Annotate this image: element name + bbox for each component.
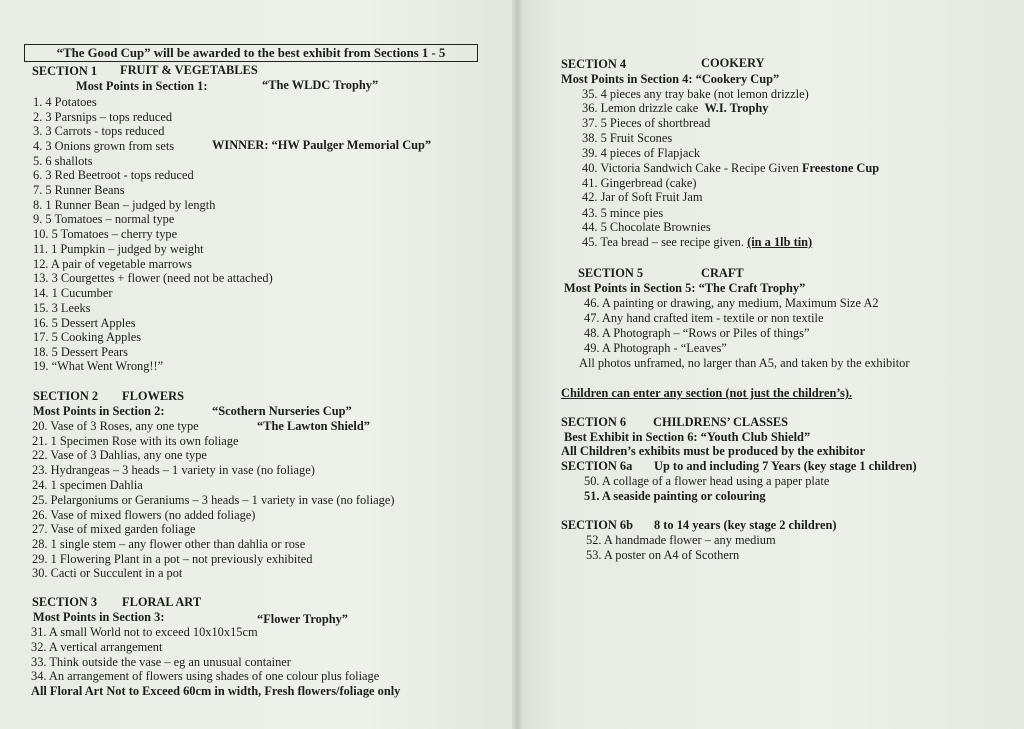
wi-trophy: W.I. Trophy: [704, 101, 769, 115]
section-5-title: SECTION 5: [578, 266, 644, 280]
list-item: 31. A small World not to exceed 10x10x15cm: [31, 625, 258, 639]
section-6-name: CHILDRENS’ CLASSES: [653, 415, 789, 429]
tin-size: (in a 1lb tin): [747, 235, 813, 249]
list-item: 36. Lemon drizzle cake W.I. Trophy: [582, 101, 769, 115]
page-fold: [512, 0, 522, 729]
list-item: 30. Cacti or Succulent in a pot: [32, 566, 183, 580]
list-item: 9. 5 Tomatoes – normal type: [33, 212, 175, 226]
list-item: 28. 1 single stem – any flower other than dahlia or rose: [32, 537, 306, 551]
section-6a-title: SECTION 6a: [561, 459, 633, 473]
list-item: 7. 5 Runner Beans: [33, 183, 125, 197]
section-2-trophy: “Scothern Nurseries Cup”: [212, 404, 352, 418]
list-item: 1. 4 Potatoes: [33, 95, 97, 109]
section-5-points: Most Points in Section 5: “The Craft Trophy”: [564, 281, 806, 295]
good-cup-box: [24, 44, 478, 62]
list-item: 44. 5 Chocolate Brownies: [582, 220, 711, 234]
list-item: 5. 6 shallots: [33, 154, 93, 168]
list-item: 11. 1 Pumpkin – judged by weight: [33, 242, 204, 256]
list-item: 29. 1 Flowering Plant in a pot – not previously exhibited: [32, 552, 313, 566]
list-item: 47. Any hand crafted item - textile or non textile: [584, 311, 824, 325]
list-item: 52. A handmade flower – any medium: [586, 533, 776, 547]
section-6-rule: All Children’s exhibits must be produced by the exhibitor: [561, 444, 866, 458]
section-3-points: Most Points in Section 3:: [33, 610, 165, 624]
section-5-name: CRAFT: [701, 266, 744, 280]
list-item: 8. 1 Runner Bean – judged by length: [33, 198, 216, 212]
section-6-title: SECTION 6: [561, 415, 627, 429]
list-item: 51. A seaside painting or colouring: [584, 489, 766, 503]
children-note: Children can enter any section (not just the children’s).: [561, 386, 853, 400]
right-page: [516, 0, 1024, 729]
list-item: 41. Gingerbread (cake): [582, 176, 697, 190]
list-item: 48. A Photograph – “Rows or Piles of things”: [584, 326, 810, 340]
list-item: 23. Hydrangeas – 3 heads – 1 variety in vase (no foliage): [32, 463, 315, 477]
list-item: 24. 1 specimen Dahlia: [32, 478, 143, 492]
list-item: 53. A poster on A4 of Scothern: [586, 548, 740, 562]
list-item: 18. 5 Dessert Pears: [33, 345, 128, 359]
list-item: 32. A vertical arrangement: [31, 640, 163, 654]
list-item: 12. A pair of vegetable marrows: [33, 257, 192, 271]
section-6b-title: SECTION 6b: [561, 518, 633, 532]
list-item: 27. Vase of mixed garden foliage: [32, 522, 196, 536]
section-1-title: SECTION 1: [32, 64, 98, 78]
list-item: 45. Tea bread – see recipe given. (in a 1lb tin): [582, 235, 813, 249]
list-item: 40. Victoria Sandwich Cake - Recipe Given Freestone Cup: [582, 161, 880, 175]
section-6a-name: Up to and including 7 Years (key stage 1 children): [654, 459, 917, 473]
list-item: 35. 4 pieces any tray bake (not lemon drizzle): [582, 87, 809, 101]
section-3-note: All Floral Art Not to Exceed 60cm in width, Fresh flowers/foliage only: [31, 684, 401, 698]
section-1-points: Most Points in Section 1:: [76, 79, 208, 93]
list-item: 13. 3 Courgettes + flower (need not be attached): [33, 271, 273, 285]
section-2-title: SECTION 2: [33, 389, 99, 403]
list-item: 34. An arrangement of flowers using shades of one colour plus foliage: [31, 669, 380, 683]
section-4-name: COOKERY: [701, 56, 765, 70]
list-item: 17. 5 Cooking Apples: [33, 330, 142, 344]
list-item: 26. Vase of mixed flowers (no added foliage): [32, 508, 256, 522]
section-5-note: All photos unframed, no larger than A5, and taken by the exhibitor: [579, 356, 910, 370]
list-item: 22. Vase of 3 Dahlias, any one type: [32, 448, 207, 462]
list-item: 20. Vase of 3 Roses, any one type: [32, 419, 199, 433]
freestone-cup: Freestone Cup: [801, 161, 880, 175]
section-2-points: Most Points in Section 2:: [33, 404, 165, 418]
list-item: 33. Think outside the vase – eg an unusual container: [31, 655, 291, 669]
list-item: 4. 3 Onions grown from sets: [33, 139, 175, 153]
section-3-trophy: “Flower Trophy”: [257, 612, 348, 626]
list-item: 46. A painting or drawing, any medium, Maximum Size A2: [584, 296, 879, 310]
section-2-name: FLOWERS: [122, 389, 184, 403]
list-item: 19. “What Went Wrong!!”: [33, 359, 164, 373]
list-item: 25. Pelargoniums or Geraniums – 3 heads – 1 variety in vase (no foliage): [32, 493, 395, 507]
list-item: 10. 5 Tomatoes – cherry type: [33, 227, 178, 241]
list-item: 43. 5 mince pies: [582, 206, 664, 220]
list-item: 2. 3 Parsnips – tops reduced: [33, 110, 173, 124]
section-4-points: Most Points in Section 4: “Cookery Cup”: [561, 72, 780, 86]
section-3-name: FLORAL ART: [122, 595, 202, 609]
section-3-title: SECTION 3: [32, 595, 98, 609]
list-item: 3. 3 Carrots - tops reduced: [33, 124, 165, 138]
section-6-best: Best Exhibit in Section 6: “Youth Club Shield”: [564, 430, 811, 444]
list-item: 38. 5 Fruit Scones: [582, 131, 673, 145]
list-item: 42. Jar of Soft Fruit Jam: [582, 190, 703, 204]
good-cup-notice: “The Good Cup” will be awarded to the best exhibit from Sections 1 - 5: [56, 46, 446, 60]
list-item: 37. 5 Pieces of shortbread: [582, 116, 711, 130]
list-item: 14. 1 Cucumber: [33, 286, 113, 300]
list-item: 6. 3 Red Beetroot - tops reduced: [33, 168, 194, 182]
section-4-title: SECTION 4: [561, 57, 627, 71]
list-item: 15. 3 Leeks: [33, 301, 91, 315]
list-item: 49. A Photograph - “Leaves”: [584, 341, 727, 355]
list-item: 21. 1 Specimen Rose with its own foliage: [32, 434, 239, 448]
section-6b-name: 8 to 14 years (key stage 2 children): [654, 518, 837, 532]
section-1-winner: WINNER: “HW Paulger Memorial Cup”: [212, 138, 432, 152]
list-item: 50. A collage of a flower head using a paper plate: [584, 474, 830, 488]
section-2-shield: “The Lawton Shield”: [257, 419, 370, 433]
list-item: 39. 4 pieces of Flapjack: [582, 146, 701, 160]
section-1-name: FRUIT & VEGETABLES: [120, 63, 258, 77]
section-1-trophy: “The WLDC Trophy”: [262, 78, 379, 92]
list-item: 16. 5 Dessert Apples: [33, 316, 136, 330]
